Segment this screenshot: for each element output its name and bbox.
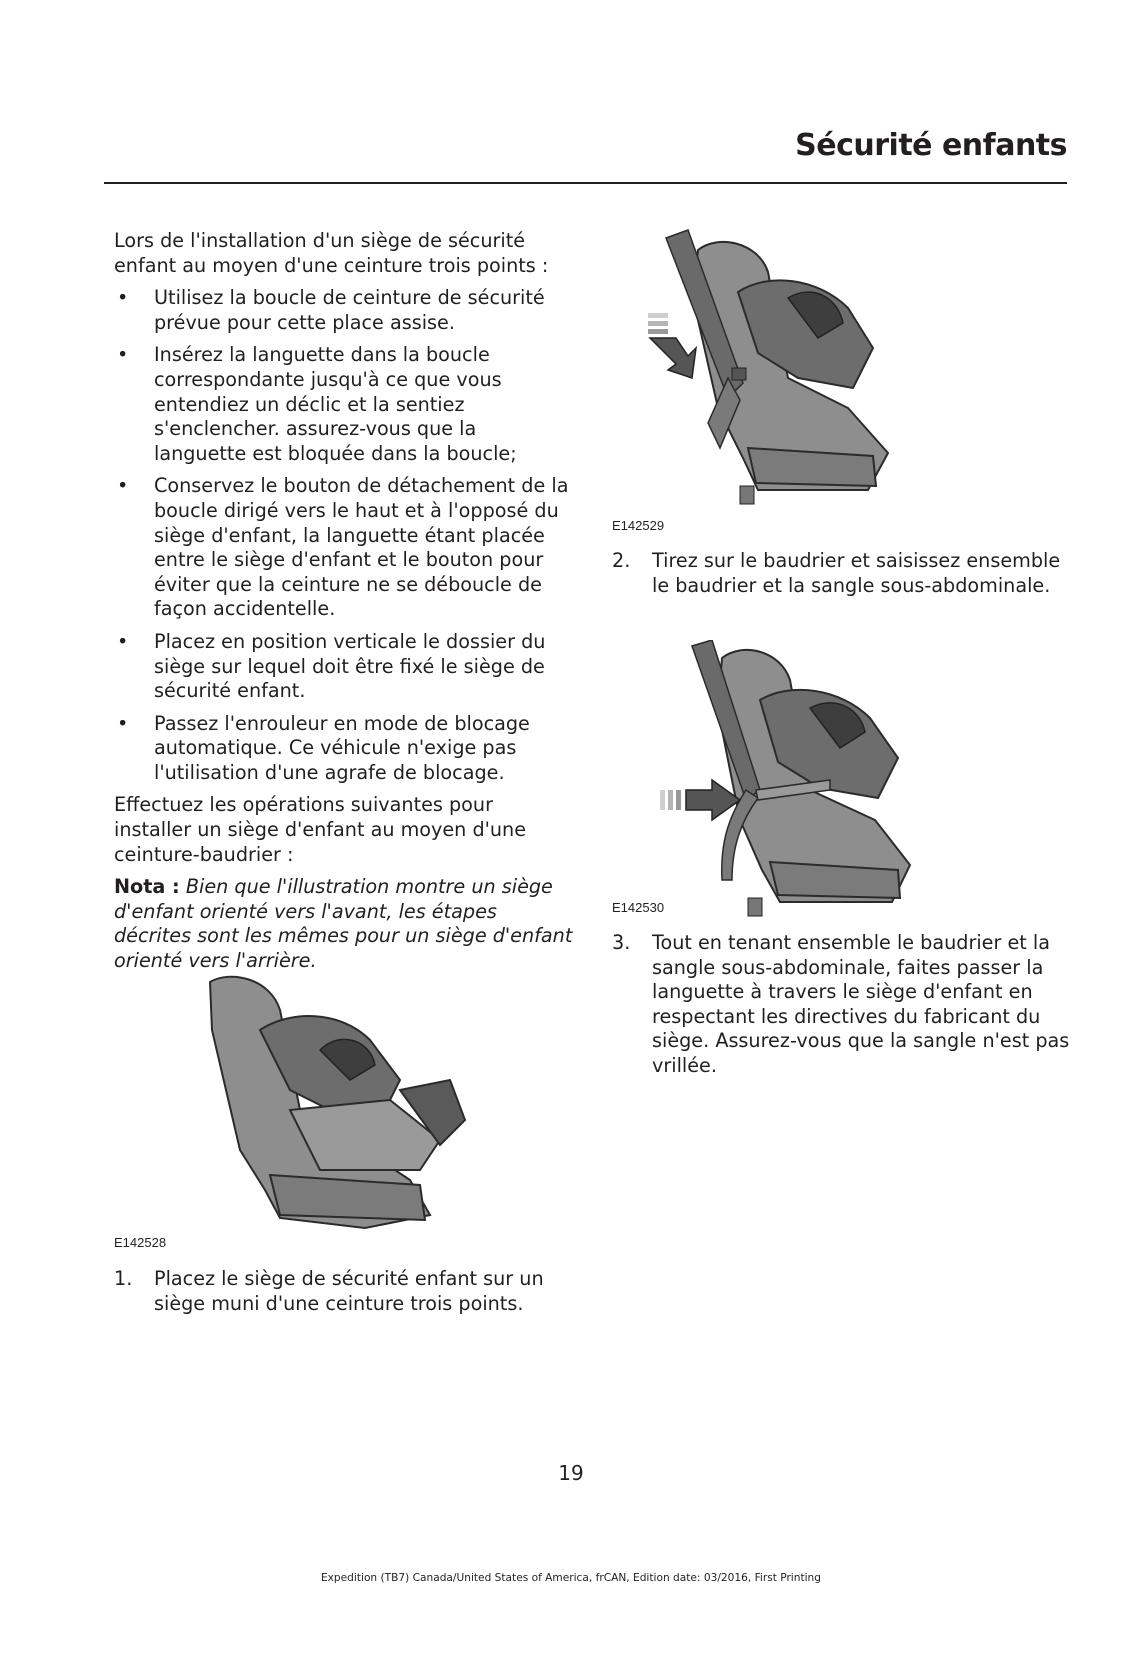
step-text: Tirez sur le baudrier et saisissez ensemble le baudrier et la sangle sous-abdominale. [652, 549, 1061, 597]
step-3 [612, 931, 1072, 1079]
figure-code: E142530 [612, 900, 665, 915]
note [114, 875, 574, 973]
bullet-icon: • [117, 711, 129, 735]
list-item: • Placez en position verticale le dossier du siège sur lequel doit être fixé le siège de sécurité enfant. [117, 629, 546, 703]
page-title: Sécurité enfants [795, 128, 1067, 163]
list-item: • Utilisez la boucle de ceinture de sécurité prévue pour cette place assise. [117, 286, 545, 334]
procedure-intro: Effectuez les opérations suivantes pour installer un siège d'enfant au moyen d'une ceinture-baudrier : [114, 793, 527, 866]
list-item: • Conservez le bouton de détachement de la boucle dirigé vers le haut et à l'opposé du siège d'enfant, la languette étant placée entre le siège d'enfant et le bouton pour éviter que la ceinture ne se déboucle de façon accidentelle. [117, 474, 569, 621]
figure-code: E142529 [612, 518, 665, 533]
bullet-icon: • [117, 474, 129, 498]
step-number: 3. [612, 931, 631, 954]
bullet-icon: • [117, 343, 129, 367]
belt-hold-illustration [660, 640, 950, 920]
figure-belt-pull [648, 228, 898, 510]
figure-belt-hold [660, 640, 950, 920]
note-label: Nota : [114, 875, 180, 899]
step-2 [612, 549, 1072, 598]
belt-pull-illustration [648, 228, 898, 510]
figure-child-seat [200, 970, 490, 1238]
left-column [114, 229, 574, 974]
step-1 [114, 1267, 574, 1316]
step-text: Placez le siège de sécurité enfant sur un siège muni d'une ceinture trois points. [154, 1267, 544, 1315]
step-text: Tout en tenant ensemble le baudrier et la sangle sous-abdominale, faites passer la languette à travers le siège d'enfant en respectant les directives du fabricant du siège. Assurez-vous que la sangle n'est pas vrillée. [652, 931, 1070, 1077]
figure-code: E142528 [114, 1235, 167, 1250]
page-number: 19 [558, 1461, 584, 1485]
instruction-list [114, 286, 574, 785]
list-item: • Insérez la languette dans la boucle correspondante jusqu'à ce que vous entendiez un déclic et la sentiez s'enclencher. assurez-vous que la languette est bloquée dans la boucle; [117, 343, 517, 465]
bullet-icon: • [117, 286, 129, 310]
note-text: Bien que l'illustration montre un siège d'enfant orienté vers l'avant, les étapes décrites sont les mêmes pour un siège d'enfant orienté vers l'arrière. [114, 875, 573, 973]
step-number: 2. [612, 549, 631, 572]
intro-paragraph: Lors de l'installation d'un siège de sécurité enfant au moyen d'une ceinture trois points : [114, 229, 549, 277]
child-seat-illustration [200, 970, 490, 1238]
bullet-icon: • [117, 629, 129, 653]
footer: Expedition (TB7) Canada/United States of America, frCAN, Edition date: 03/2016, First Printing [320, 1572, 822, 1584]
step-number: 1. [114, 1267, 133, 1290]
title-divider [104, 182, 1067, 184]
list-item: • Passez l'enrouleur en mode de blocage automatique. Ce véhicule n'exige pas l'utilisation d'une agrafe de blocage. [117, 711, 530, 784]
